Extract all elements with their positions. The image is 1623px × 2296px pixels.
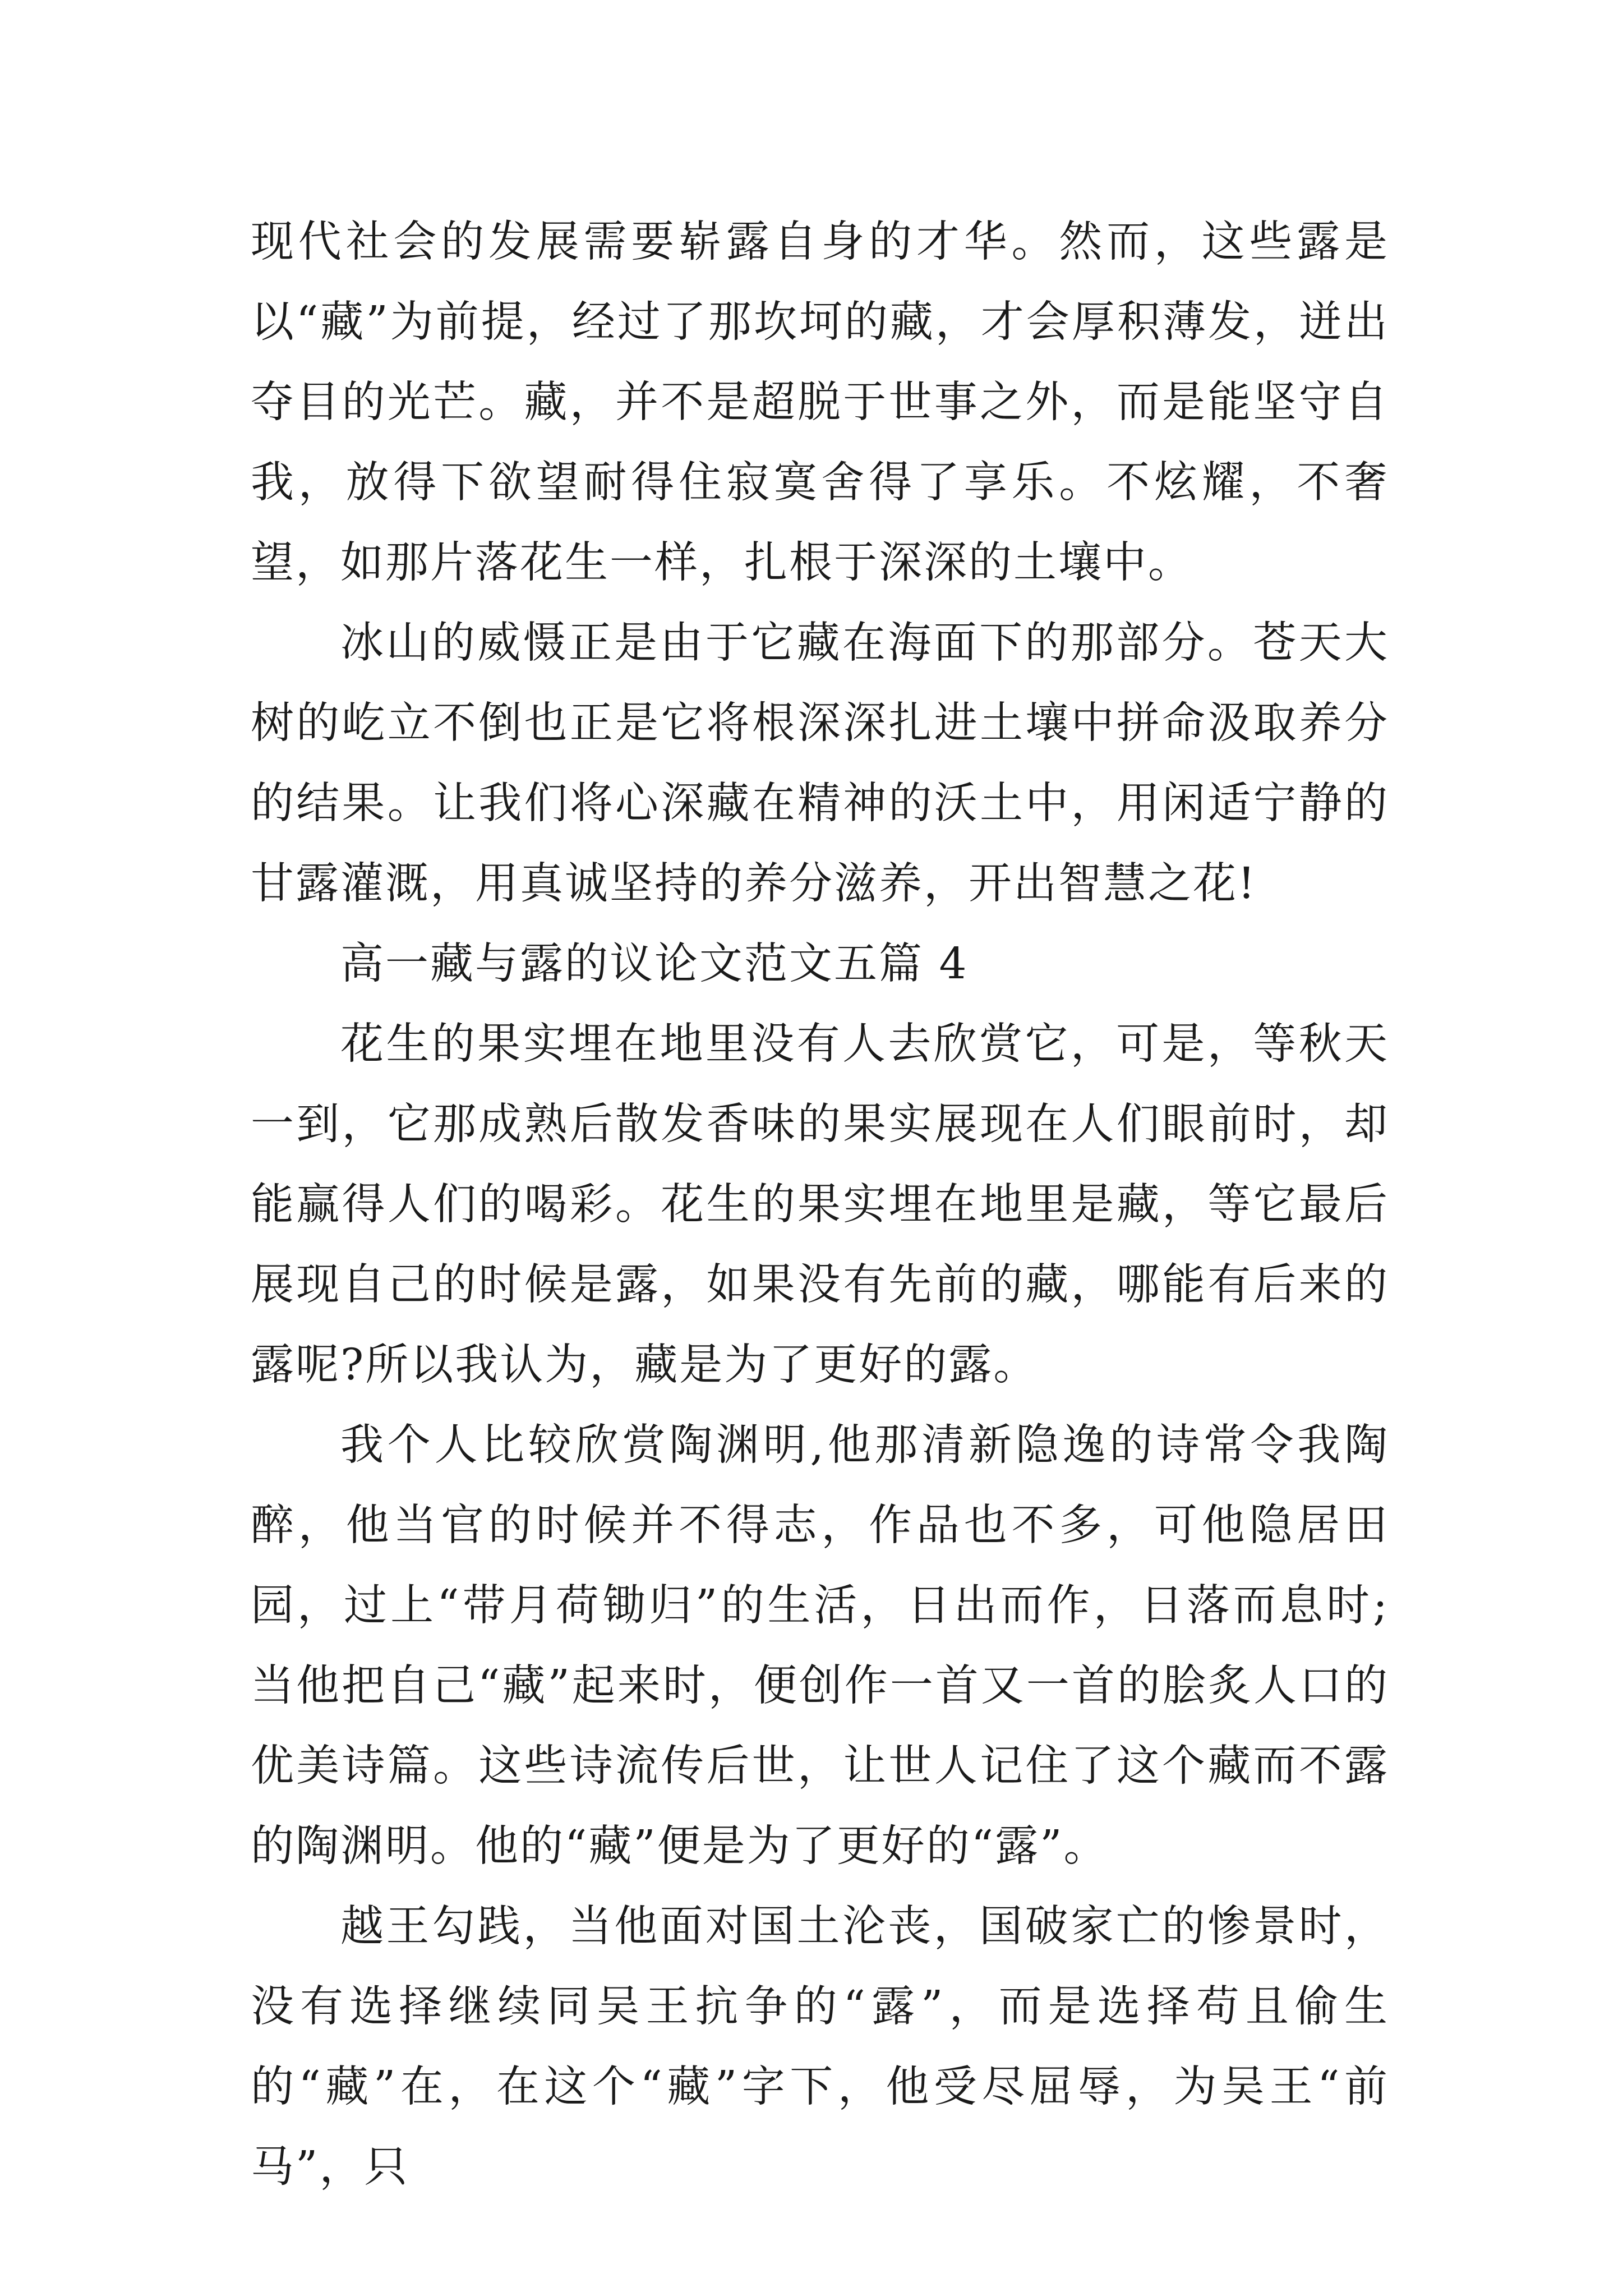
paragraph-2: 冰山的威慑正是由于它藏在海面下的那部分。苍天大树的屹立不倒也正是它将根深深扎进土壤中拼命汲取养分的结果。让我们将心深藏在精神的沃土中，用闲适宁静的甘露灌溉，用真诚坚持的养分滋养，开出智慧之花! <box>251 618 1389 909</box>
paragraph-5: 越王勾践，当他面对国土沦丧，国破家亡的惨景时，没有选择继续同吴王抗争的“露”，而是选择苟且偷生的“藏”在，在这个“藏”字下，他受尽屈辱，为吴王“前马”，只 <box>251 1902 1389 2192</box>
paragraph-1: 现代社会的发展需要崭露自身的才华。然而，这些露是以“藏”为前提，经过了那坎坷的藏，才会厚积薄发，迸出夺目的光芒。藏，并不是超脱于世事之外，而是能坚守自我，放得下欲望耐得住寂寞舍得了享乐。不炫耀，不奢望，如那片落花生一样，扎根于深深的土壤中。 <box>251 217 1389 588</box>
document-body <box>251 202 1389 2207</box>
section-heading: 高一藏与露的议论文范文五篇 4 <box>340 939 969 989</box>
paragraph-3: 花生的果实埋在地里没有人去欣赏它，可是，等秋天一到，它那成熟后散发香味的果实展现在人们眼前时，却能赢得人们的喝彩。花生的果实埋在地里是藏，等它最后展现自己的时候是露，如果没有先前的藏，哪能有后来的露呢?所以我认为，藏是为了更好的露。 <box>251 1019 1389 1390</box>
paragraph-4: 我个人比较欣赏陶渊明,他那清新隐逸的诗常令我陶醉，他当官的时候并不得志，作品也不多，可他隐居田园，过上“带月荷锄归”的生活，日出而作，日落而息时;当他把自己“藏”起来时，便创作一首又一首的脍炙人口的优美诗篇。这些诗流传后世，让世人记住了这个藏而不露的陶渊明。他的“藏”便是为了更好的“露”。 <box>251 1420 1389 1871</box>
